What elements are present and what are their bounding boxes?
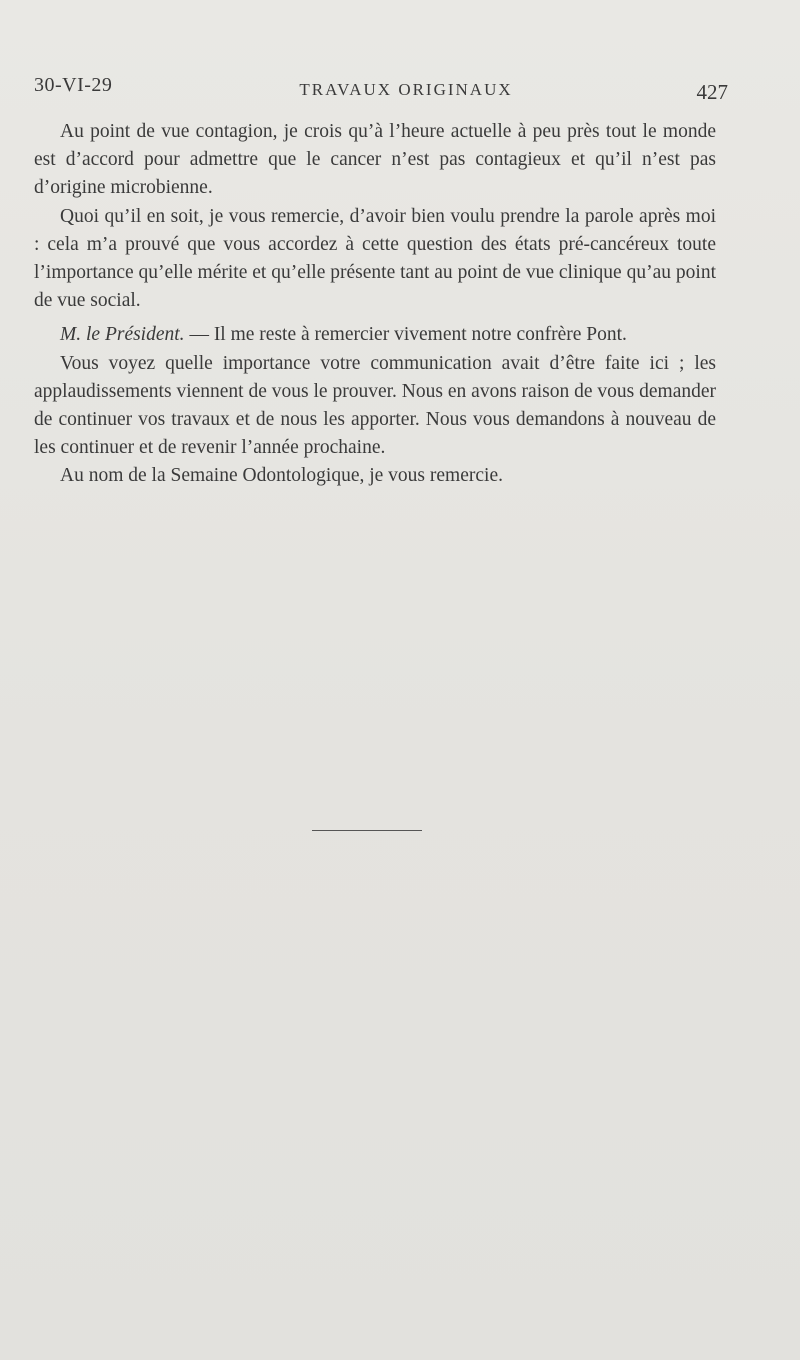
- paragraph: Au point de vue contagion, je crois qu’à l’heure actuelle à peu près tout le monde est d’accord pour admettre que le cancer n’est pas contagieux et qu’il n’est pas d’origine microbienne.: [34, 121, 716, 199]
- end-rule: [312, 830, 422, 831]
- header-date: 30-VI-29: [34, 74, 113, 96]
- paragraph: Vous voyez quelle importance votre communication avait d’être faite ici ; les applaudissements viennent de vous le prouver. Nous en avons raison de vous demander de continuer vos travaux et de nous les apporter. Nous vous demandons à nouveau de les continuer et de revenir l’année prochaine.: [34, 352, 716, 459]
- body-text: [34, 118, 716, 491]
- paragraph: Au nom de la Semaine Odontologique, je vous remercie.: [60, 465, 503, 487]
- speaker-paragraph: [34, 321, 716, 349]
- paragraph: Quoi qu’il en soit, je vous remercie, d’avoir bien voulu prendre la parole après moi : cela m’a prouvé que vous accordez à cette question des états pré-cancéreux toute l’importance qu’elle mérite et qu’elle présente tant au point de vue clinique qu’au point de vue social.: [34, 205, 716, 312]
- page-number: 427: [696, 80, 728, 104]
- running-title: TRAVAUX ORIGINAUX: [299, 80, 513, 99]
- speaker-name: M. le Président.: [60, 324, 185, 346]
- speaker-text: — Il me reste à remercier vivement notre confrère Pont.: [184, 324, 627, 346]
- page-header: [34, 74, 728, 106]
